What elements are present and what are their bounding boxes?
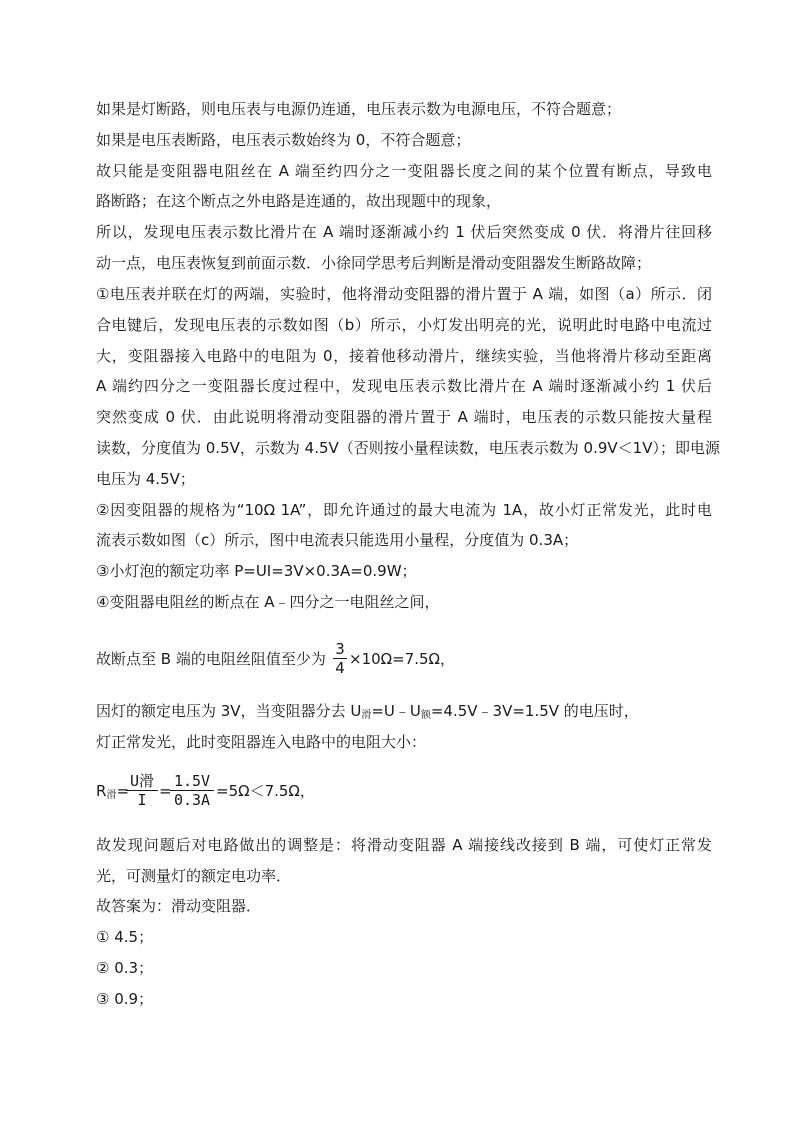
text-line: 故只能是变阻器电阻丝在 A 端至约四分之一变阻器长度之间的某个位置有断点，导致电 [96, 162, 712, 180]
text-line: ③小灯泡的额定功率 P=UI=3V×0.3A=0.9W； [96, 562, 417, 580]
subscript-slide: 滑 [361, 710, 372, 721]
answer-1: ① 4.5； [96, 928, 154, 946]
eq1-prefix: 故断点至 B 端的电阻丝阻值至少为 [96, 650, 326, 668]
text-line: 电压为 4.5V； [96, 470, 195, 488]
text-line: 灯正常发光，此时变阻器连入电路中的电阻大小： [96, 733, 427, 751]
fraction-denominator: 4 [335, 659, 345, 677]
fraction-three-quarters [333, 640, 347, 677]
equals-sign: = [116, 782, 130, 800]
subscript-slide: 滑 [106, 790, 117, 801]
fraction-numerator: U滑 [126, 772, 158, 791]
text-line: 如果是电压表断路，电压表示数始终为 0，不符合题意； [96, 131, 471, 149]
text-line-voltage [96, 700, 639, 727]
eq3-suffix: =5Ω＜7.5Ω， [216, 782, 315, 800]
text-line: 故发现问题后对电路做出的调整是：将滑动变阻器 A 端接线改接到 B 端，可使灯正常发 [96, 836, 712, 854]
fraction-denominator: I [137, 791, 147, 809]
text-line: ①电压表并联在灯的两端，实验时，他将滑动变阻器的滑片置于 A 端，如图（a）所示．闭 [96, 285, 712, 303]
eq2-part-a: 因灯的额定电压为 3V，当变阻器分去 U [96, 702, 362, 720]
fraction-numerator: 1.5V [170, 772, 214, 791]
text-line: 大，变阻器接入电路中的电阻为 0，接着他移动滑片，继续实验，当他将滑片移动至距离 [96, 347, 712, 365]
eq3-r [96, 780, 129, 807]
text-line: 所以，发现电压表示数比滑片在 A 端时逐渐减小约 1 伏后突然变成 0 伏．将滑片往回移 [96, 223, 712, 241]
answer-2: ② 0.3； [96, 959, 154, 977]
fraction-u-over-i [126, 772, 158, 809]
text-line: 路断路；在这个断点之外电路是连通的，故出现题中的现象， [96, 192, 502, 210]
text-line: 故答案为：滑动变阻器． [96, 897, 262, 915]
fraction-denominator: 0.3A [173, 791, 211, 809]
text-line: 合电键后，发现电压表的示数如图（b）所示，小灯发出明亮的光，说明此时电路中电流过 [96, 316, 712, 334]
answer-3: ③ 0.9； [96, 990, 154, 1008]
equals-sign: = [159, 782, 172, 800]
text-line: 如果是灯断路，则电压表与电源仍连通，电压表示数为电源电压，不符合题意； [96, 100, 622, 118]
symbol-r: R [96, 782, 107, 800]
eq2-part-c: =4.5V﹣3V=1.5V 的电压时， [430, 702, 639, 720]
text-line: 突然变成 0 伏．由此说明将滑动变阻器的滑片置于 A 端时，电压表的示数只能按大量程 [96, 408, 712, 426]
text-line: 读数，分度值为 0.5V，示数为 4.5V（否则按小量程读数，电压表示数为 0.9V＜1V）；即电源 [96, 439, 720, 457]
eq1-suffix: ×10Ω=7.5Ω， [349, 650, 456, 668]
text-line: 动一点，电压表恢复到前面示数．小徐同学思考后判断是滑动变阻器发生断路故障； [96, 254, 652, 272]
subscript-rated: 额 [420, 710, 431, 721]
text-line: 光，可测量灯的额定电功率． [96, 867, 292, 885]
fraction-values [170, 772, 214, 809]
fraction-numerator: 3 [333, 640, 347, 659]
text-line: 流表示数如图（c）所示，图中电流表只能选用小量程，分度值为 0.3A； [96, 531, 579, 549]
text-line: ②因变阻器的规格为“10Ω 1A”，即允许通过的最大电流为 1A，故小灯正常发光，此时电 [96, 501, 712, 519]
eq2-part-b: =U﹣U [371, 702, 421, 720]
text-line: A 端约四分之一变阻器长度过程中，发现电压表示数比滑片在 A 端时逐渐减小约 1 伏后 [96, 377, 712, 395]
text-line: ④变阻器电阻丝的断点在 A﹣四分之一电阻丝之间， [96, 593, 440, 611]
